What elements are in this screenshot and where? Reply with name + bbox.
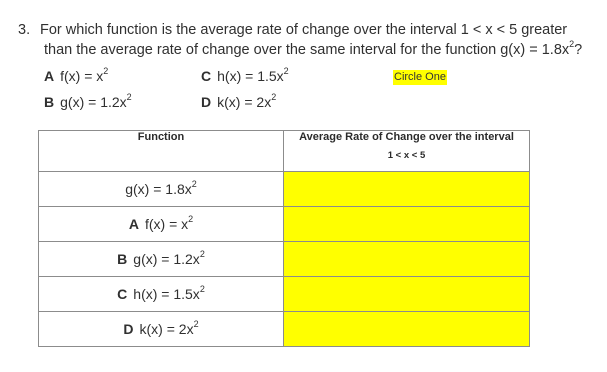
choice-exponent: 2 — [271, 92, 277, 103]
row-function: f(x) = x — [144, 216, 189, 232]
row-function: k(x) = 2x — [139, 321, 194, 337]
function-cell — [39, 312, 284, 347]
choice-exponent: 2 — [126, 92, 132, 103]
row-exponent: 2 — [199, 284, 205, 295]
table-row — [39, 277, 530, 312]
table-row — [39, 207, 530, 242]
answer-input-cell[interactable] — [284, 207, 530, 242]
row-function: h(x) = 1.5x — [133, 286, 200, 302]
answer-table — [38, 130, 530, 347]
choice-letter: C — [201, 68, 212, 84]
row-letter: B — [117, 251, 128, 267]
row-letter: D — [123, 321, 134, 337]
choice-d[interactable] — [201, 94, 276, 110]
choice-letter: D — [201, 94, 212, 110]
question-line-2 — [18, 40, 603, 60]
function-cell — [39, 242, 284, 277]
answer-input-cell[interactable] — [284, 312, 530, 347]
header-rate-title: Average Rate of Change over the interval — [299, 131, 514, 143]
choice-letter: B — [44, 94, 55, 110]
row-function: g(x) = 1.8x — [125, 181, 192, 197]
answer-input-cell[interactable] — [284, 242, 530, 277]
row-exponent: 2 — [188, 214, 194, 225]
choice-function: k(x) = 2x — [217, 94, 272, 110]
choice-function: g(x) = 1.2x — [60, 94, 127, 110]
choice-letter: A — [44, 68, 55, 84]
question-line-2-text: than the average rate of change over the same interval for the function — [44, 42, 501, 58]
row-letter: C — [117, 286, 128, 302]
row-letter: A — [128, 216, 139, 232]
table-row — [39, 242, 530, 277]
choice-function: f(x) = x — [60, 68, 104, 84]
choice-function: h(x) = 1.5x — [217, 68, 284, 84]
function-cell — [39, 207, 284, 242]
answer-input-cell[interactable] — [284, 172, 530, 207]
row-exponent: 2 — [199, 249, 205, 260]
choice-b[interactable] — [44, 94, 132, 110]
question-mark: ? — [574, 42, 583, 58]
header-rate — [284, 131, 530, 172]
function-cell — [39, 277, 284, 312]
row-function: g(x) = 1.2x — [133, 251, 200, 267]
table-header-row — [39, 131, 530, 172]
table-row — [39, 172, 530, 207]
question-number: 3. — [18, 22, 31, 38]
circle-one-label: Circle One — [394, 71, 446, 83]
row-exponent: 2 — [193, 319, 199, 330]
header-rate-interval: 1 < x < 5 — [387, 150, 426, 161]
header-function: Function — [39, 131, 284, 172]
reference-function-exponent: 2 — [569, 39, 575, 50]
function-cell — [39, 172, 284, 207]
question-line-1 — [18, 20, 603, 40]
reference-function: g(x) = 1.8x — [500, 42, 570, 58]
question-text — [18, 20, 603, 60]
choice-exponent: 2 — [103, 66, 109, 77]
table-row — [39, 312, 530, 347]
question-line-1-text: For which function is the average rate of change over the interval 1 < x < 5 greater — [40, 22, 568, 38]
choice-a[interactable] — [44, 68, 108, 84]
choice-c[interactable] — [201, 68, 289, 84]
row-exponent: 2 — [191, 179, 197, 190]
answer-input-cell[interactable] — [284, 277, 530, 312]
choice-exponent: 2 — [283, 66, 289, 77]
